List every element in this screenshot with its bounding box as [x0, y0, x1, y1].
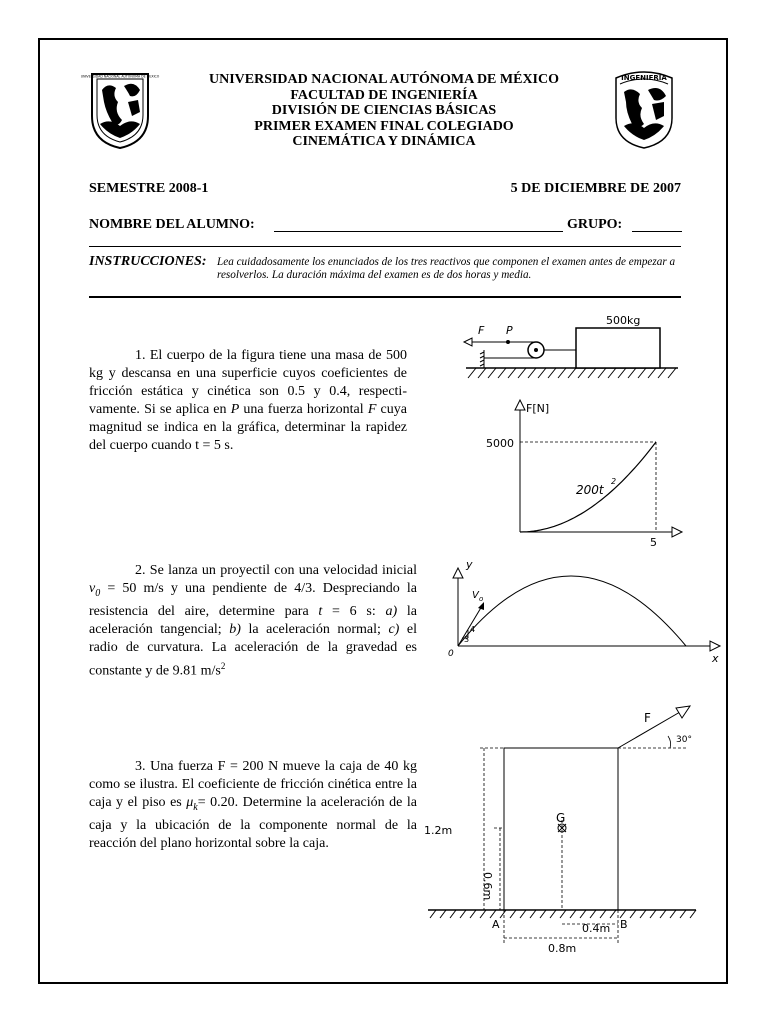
group-label: GRUPO: [567, 217, 623, 232]
divider [89, 296, 681, 298]
fig3-d2-label: 0.8m [548, 942, 577, 955]
division-name: DIVISIÓN DE CIENCIAS BÁSICAS [271, 103, 497, 118]
problem-3: 3. Una fuerza F = 200 N mueve la caja de 40 kg como se ilustra. El coeficiente de fricción cinética entre la caja y el piso es $\mu_k= 0.20$. Determine la aceleración de la caja y la ubicación de la componente normal de la reacción del plano horizontal sobre la caja. [89, 759, 417, 851]
fig3-force-label: F [644, 711, 651, 725]
ingenieria-seal-logo [608, 68, 680, 150]
fig3-b-label: B [620, 918, 628, 931]
fig2-origin-label: 0 [448, 649, 454, 659]
exam-date: 5 DE DICIEMBRE DE 2007 [510, 181, 681, 196]
right-logo-text: INGENIERIA [621, 74, 667, 82]
graph-curve-label: 200t [576, 483, 604, 497]
student-name-blank[interactable] [274, 231, 563, 232]
fig2-run-label: 3 [464, 635, 470, 644]
instructions-text: Lea cuidadosamente los enunciados de los tres reactivos que componen el examen antes de empezar a resolverlos. La duración máxima del examen es de dos horas y media. [217, 256, 676, 281]
university-name: UNIVERSIDAD NACIONAL AUTÓNOMA DE MÉXICO [208, 72, 560, 87]
fig3-a-label: A [492, 918, 500, 931]
unam-seal-logo [80, 68, 160, 150]
fig3-angle-label: 30° [676, 735, 692, 745]
fig3-g-height-label: 0.6m [481, 872, 494, 901]
fig2-v0-sub: o [479, 595, 484, 603]
course-name: CINEMÁTICA Y DINÁMICA [292, 134, 476, 149]
figure-1-block [462, 306, 682, 378]
divider [89, 246, 681, 247]
faculty-name: FACULTAD DE INGENIERÍA [290, 87, 478, 103]
figure-3-box [424, 700, 702, 958]
student-name-label: NOMBRE DEL ALUMNO: [89, 217, 255, 232]
fig2-y-label: y [466, 558, 473, 571]
exam-title: PRIMER EXAMEN FINAL COLEGIADO [254, 118, 514, 134]
fig1-force-label: F [478, 324, 485, 337]
group-blank[interactable] [632, 231, 682, 232]
fig2-v0-label: V [472, 590, 479, 601]
left-logo-text: UNIVERSIDAD NACIONAL AUTONOMA DE MEXICO [80, 74, 160, 79]
fig3-height-label: 1.2m [424, 824, 453, 837]
problem-2: 2. Se lanza un proyectil con una velocidad inicial $v_0 = 50$ m/s y una pendiente de 4/3. Despreciando la resistencia del aire, determine para t = 6 s: a) la aceleración tangencial; b) la aceleración normal; c) el radio de curvatura. La aceleración de la gravedad es constante y de 9.81 $m/s^2$ [89, 563, 418, 679]
fig1-point-label: P [506, 324, 513, 337]
graph-ymax-label: 5000 [486, 437, 514, 450]
figure-2-projectile [440, 558, 722, 666]
fig2-rise-label: 4 [470, 625, 476, 634]
instructions-label: INSTRUCCIONES: [89, 254, 207, 269]
fig3-d1-label: 0.4m [582, 922, 611, 935]
figure-1-graph [480, 398, 684, 554]
problem-1: 1. El cuerpo de la figura tiene una masa de 500 kg y descansa en una superficie cuyos coeficientes de fricción estática y cinética son 0.5 y 0.4, respectivamente. Si se aplica en P una fuerza horizontal F cuya magnitud se indica en la gráfica, determinar la rapidez del cuerpo cuando t = 5 s. [89, 348, 407, 453]
graph-xmax-label: 5 [650, 536, 657, 549]
graph-ylabel: F[N] [526, 402, 550, 415]
fig2-x-label: x [712, 652, 719, 665]
fig3-g-label: G [556, 811, 566, 825]
semester: SEMESTRE 2008-1 [89, 181, 209, 196]
fig1-mass-label: 500kg [606, 314, 641, 327]
exam-header [150, 72, 618, 150]
graph-curve-exponent: 2 [611, 477, 617, 486]
